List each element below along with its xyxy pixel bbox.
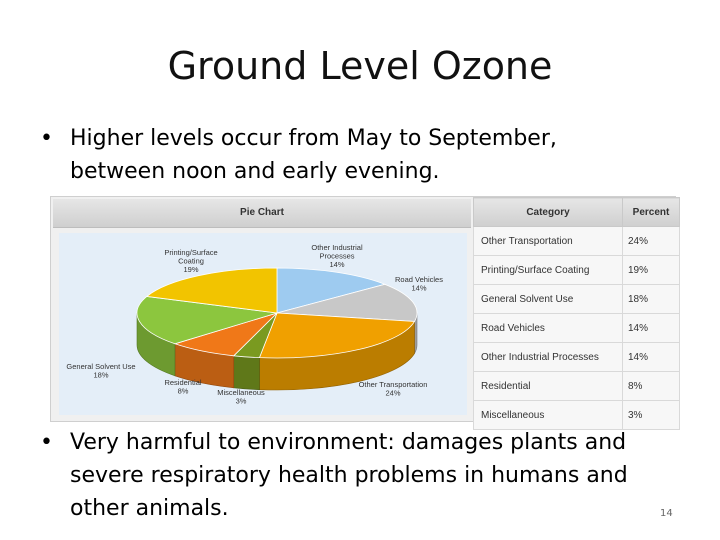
percent-header: Percent [623, 198, 680, 227]
pie-label-other-transportation: Other Transportation 24% [358, 380, 428, 398]
category-cell: General Solvent Use [474, 285, 623, 314]
ozone-sources-figure [50, 196, 676, 422]
percent-cell: 19% [623, 256, 680, 285]
bullet-1 [40, 122, 640, 192]
category-header: Category [474, 198, 623, 227]
category-cell: Other Industrial Processes [474, 343, 623, 372]
bullet-2 [40, 426, 660, 531]
pie-label-miscellaneous: Miscellaneous 3% [217, 388, 265, 406]
pie-label-road-vehicles: Road Vehicles 14% [395, 275, 443, 293]
bullet-marker: • [40, 430, 53, 455]
pie-label-printing-surface-coating: Printing/Surface Coating 19% [164, 248, 218, 274]
bullet-text: Very harmful to environment: damages plants and severe respiratory health problems in humans and other animals. [70, 430, 628, 521]
pie-panel [51, 197, 473, 423]
category-table [473, 197, 680, 430]
table-row [474, 285, 680, 314]
bullet-text: Higher levels occur from May to September, between noon and early evening. [70, 126, 557, 184]
pie-slices [137, 268, 417, 358]
pie-chart-header: Pie Chart [53, 199, 471, 228]
category-cell: Printing/Surface Coating [474, 256, 623, 285]
pie-side-miscellaneous [234, 356, 260, 390]
table-row [474, 314, 680, 343]
table-row [474, 372, 680, 401]
percent-cell: 8% [623, 372, 680, 401]
page-number: 14 [660, 508, 673, 519]
pie-chart [59, 233, 467, 415]
percent-cell: 14% [623, 314, 680, 343]
percent-cell: 3% [623, 401, 680, 430]
pie-area [59, 233, 467, 415]
category-cell: Other Transportation [474, 227, 623, 256]
table-row [474, 227, 680, 256]
pie-label-residential: Residential 8% [164, 378, 202, 396]
category-cell: Residential [474, 372, 623, 401]
bullet-marker: • [40, 126, 53, 151]
category-cell: Road Vehicles [474, 314, 623, 343]
slide-title: Ground Level Ozone [167, 44, 553, 88]
percent-cell: 18% [623, 285, 680, 314]
table-row [474, 256, 680, 285]
table-row [474, 343, 680, 372]
pie-label-general-solvent-use: General Solvent Use 18% [66, 362, 136, 380]
pie-label-other-industrial-processes: Other Industrial Processes 14% [311, 243, 363, 269]
percent-cell: 14% [623, 343, 680, 372]
table-header-row [474, 198, 680, 227]
percent-cell: 24% [623, 227, 680, 256]
category-cell: Miscellaneous [474, 401, 623, 430]
